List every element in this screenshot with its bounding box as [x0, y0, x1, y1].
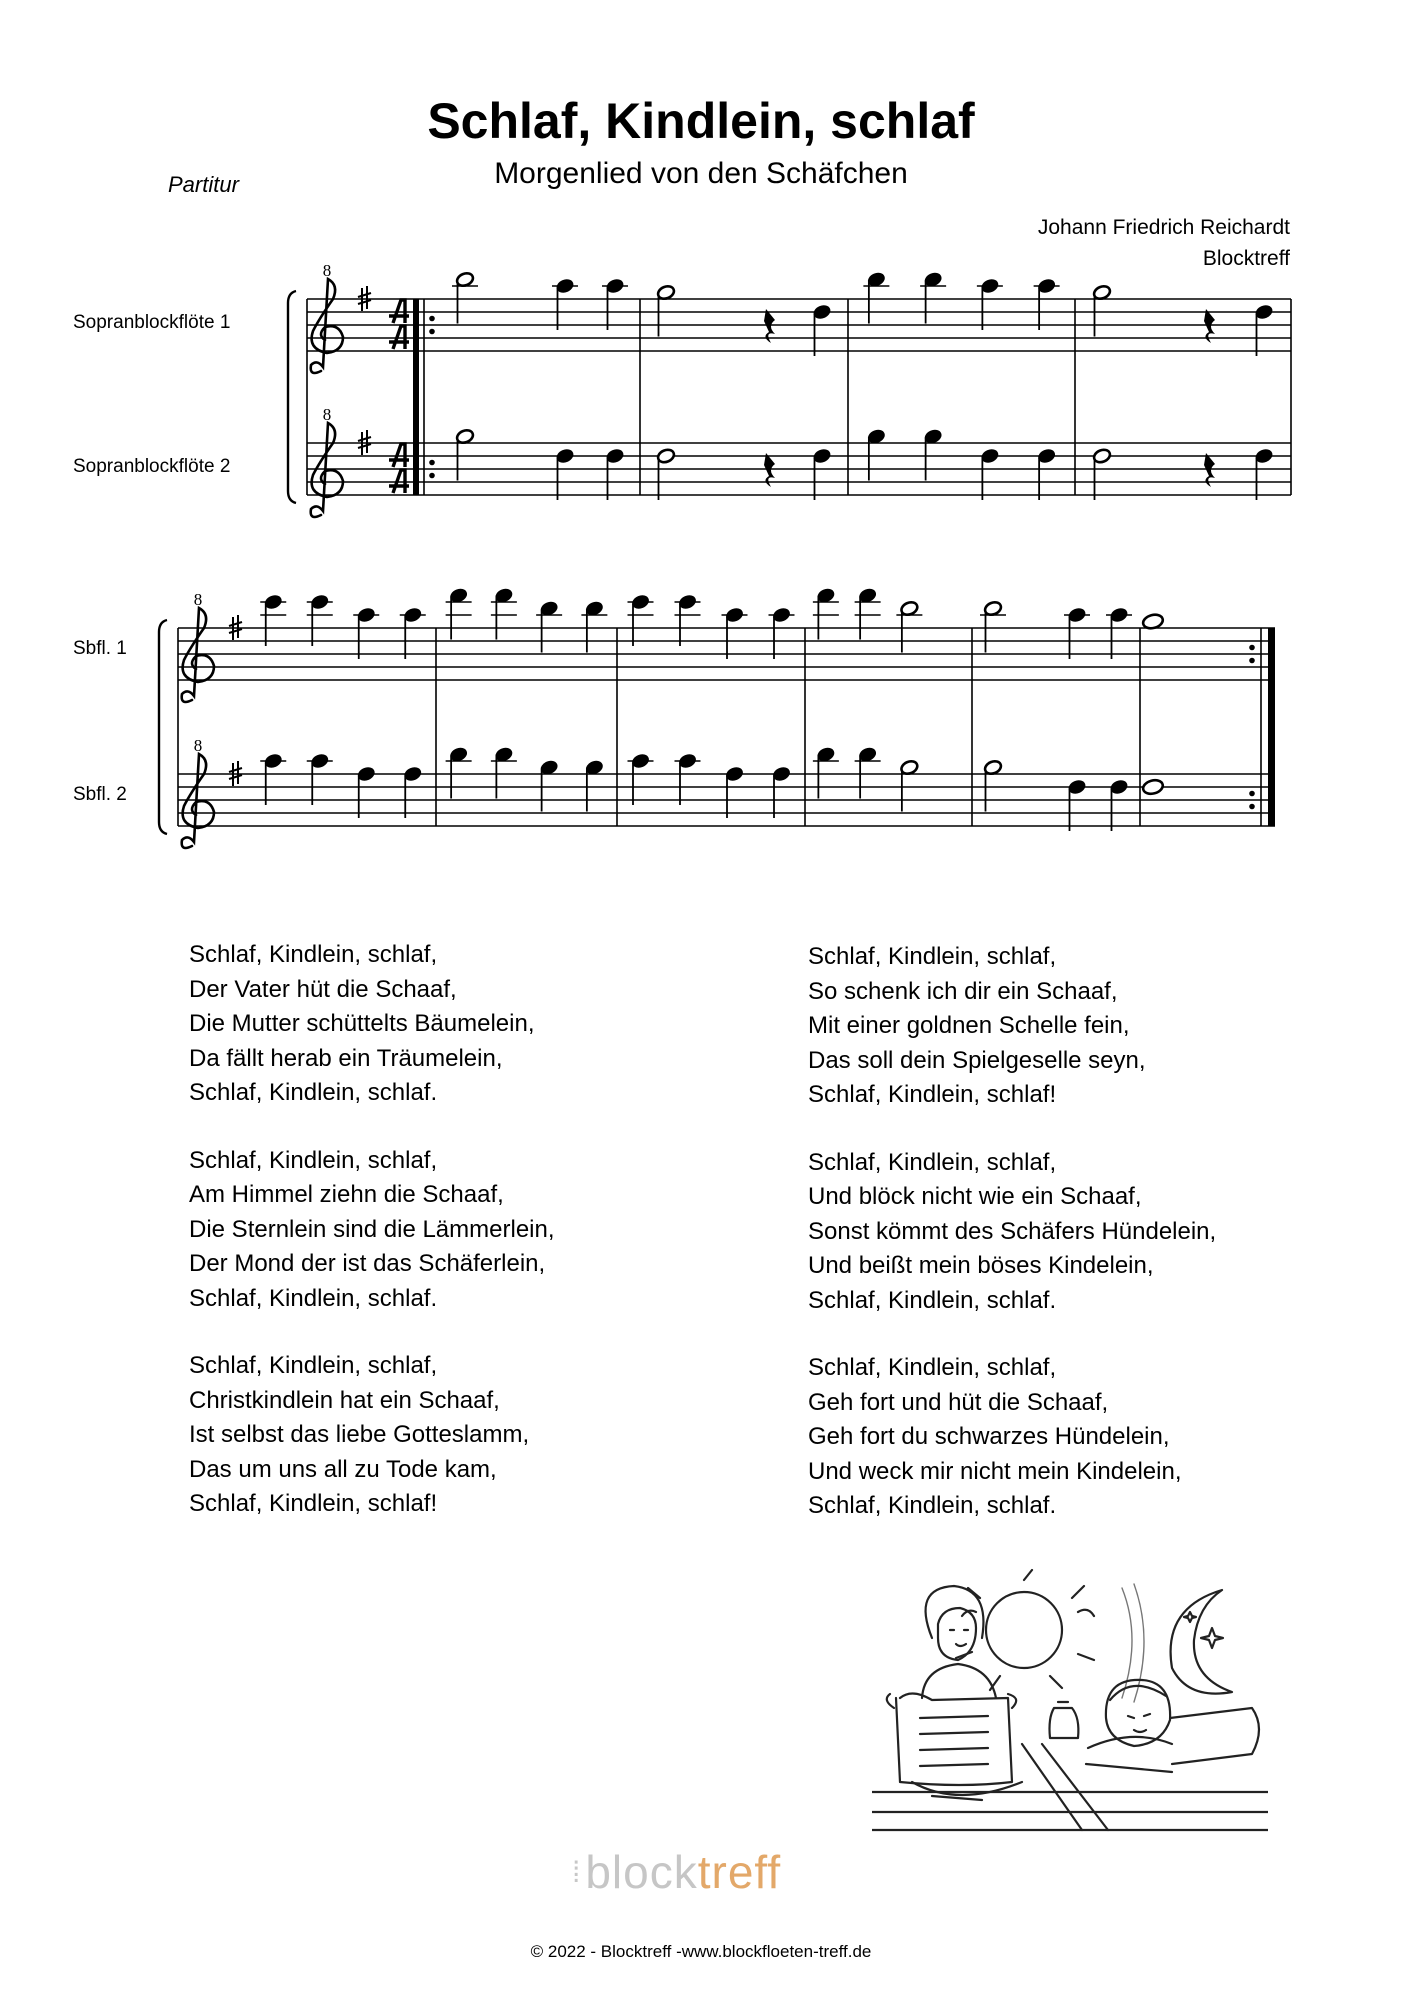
- lyric-line: Und weck mir nicht mein Kindelein,: [808, 1457, 1182, 1485]
- lyric-line: Der Vater hüt die Schaaf,: [189, 975, 457, 1003]
- footer-copyright: © 2022 - Blocktreff -www.blockfloeten-treff.de: [530, 1942, 872, 1961]
- lyric-line: Und beißt mein böses Kindelein,: [808, 1252, 1154, 1279]
- lyrics-column-left: [189, 938, 555, 1555]
- staff-label-sbfl-1: Sbfl. 1: [73, 638, 127, 659]
- blocktreff-logo: [572, 1845, 781, 1899]
- lyric-stanza: [808, 1146, 1216, 1319]
- staff-label-sbfl-2: Sbfl. 2: [73, 784, 127, 805]
- lyric-line: Schlaf, Kindlein, schlaf.: [808, 1492, 1057, 1519]
- lyric-line: Mit einer goldnen Schelle fein,: [808, 1012, 1130, 1039]
- star-icon: [1184, 1612, 1223, 1648]
- lyric-line: Schlaf, Kindlein, schlaf,: [808, 943, 1057, 970]
- lyric-line: Schlaf, Kindlein, schlaf,: [808, 1354, 1057, 1381]
- lyric-line: Das soll dein Spielgeselle seyn,: [808, 1046, 1146, 1074]
- lyric-stanza: [189, 1349, 555, 1522]
- lyric-line: Die Sternlein sind die Lämmerlein,: [189, 1215, 555, 1243]
- moon-icon: [1171, 1590, 1232, 1694]
- treble-clef: [182, 608, 214, 702]
- lyric-line: Schlaf, Kindlein, schlaf,: [808, 1148, 1057, 1176]
- lyrics-column-right: [808, 940, 1216, 1557]
- staff-label-recorder-2: Sopranblockflöte 2: [73, 456, 231, 477]
- repeat-end-thick-barline: [1268, 628, 1275, 826]
- system-bracket: [288, 291, 296, 503]
- lyric-line: Da fällt herab ein Träumelein,: [189, 1044, 503, 1072]
- composer-credit: Johann Friedrich Reichardt: [1037, 216, 1290, 239]
- octave-8-marker: 8: [193, 736, 203, 755]
- lyric-line: Christkindlein hat ein Schaaf,: [189, 1386, 500, 1414]
- treble-clef: [311, 279, 343, 373]
- system-bracket: [159, 620, 167, 834]
- lyric-line: Geh fort du schwarzes Hündelein,: [808, 1423, 1170, 1450]
- logo-word-treff: treff: [697, 1846, 782, 1898]
- logo-word-block: block: [585, 1846, 698, 1898]
- lyric-stanza: [808, 1351, 1216, 1524]
- lyric-stanza: [808, 940, 1216, 1113]
- lyric-line: Die Mutter schüttelts Bäumelein,: [189, 1010, 535, 1037]
- repeat-dot: [1249, 645, 1255, 651]
- repeat-dot: [1249, 804, 1255, 810]
- repeat-dot: [1249, 791, 1255, 797]
- lyric-line: Ist selbst das liebe Gotteslamm,: [189, 1421, 530, 1448]
- lyric-line: So schenk ich dir ein Schaaf,: [808, 977, 1118, 1005]
- lyric-line: Das um uns all zu Tode kam,: [189, 1455, 497, 1483]
- page-title: Schlaf, Kindlein, schlaf: [427, 93, 975, 149]
- arranger-credit: Blocktreff: [1202, 247, 1290, 270]
- repeat-dot: [429, 460, 435, 466]
- logo-dots-icon: ⁞: [572, 1856, 582, 1889]
- lyric-line: Schlaf, Kindlein, schlaf.: [189, 1079, 438, 1106]
- whole-note: [1142, 778, 1165, 796]
- repeat-dot: [1249, 658, 1255, 664]
- repeat-start-thick-barline: [413, 299, 419, 495]
- lyric-line: Schlaf, Kindlein, schlaf!: [189, 1490, 438, 1517]
- lyric-line: Am Himmel ziehn die Schaaf,: [189, 1181, 504, 1208]
- repeat-dot: [429, 473, 435, 479]
- lyric-line: Sonst kömmt des Schäfers Hündelein,: [808, 1217, 1217, 1245]
- score-type-label: Partitur: [168, 172, 239, 197]
- repeat-dot: [429, 329, 435, 335]
- lyric-line: Schlaf, Kindlein, schlaf,: [189, 1146, 438, 1174]
- lyric-stanza: [189, 1144, 555, 1317]
- lyric-line: Schlaf, Kindlein, schlaf!: [808, 1081, 1057, 1108]
- repeat-dot: [429, 316, 435, 322]
- octave-8-marker: 8: [193, 590, 203, 609]
- lyric-line: Der Mond der ist das Schäferlein,: [189, 1250, 546, 1277]
- lyric-line: Schlaf, Kindlein, schlaf,: [189, 941, 438, 968]
- lyric-line: Und blöck nicht wie ein Schaaf,: [808, 1183, 1142, 1210]
- staff-label-recorder-1: Sopranblockflöte 1: [73, 312, 231, 333]
- treble-clef: [311, 423, 343, 517]
- sheet-music: [0, 0, 1402, 900]
- treble-clef: [182, 754, 214, 848]
- lyric-line: Geh fort und hüt die Schaaf,: [808, 1388, 1109, 1416]
- octave-8-marker: 8: [322, 405, 332, 424]
- octave-8-marker: 8: [322, 261, 332, 280]
- children-sleeping-illustration: [872, 1568, 1268, 1832]
- lyric-line: Schlaf, Kindlein, schlaf.: [189, 1284, 438, 1312]
- page-subtitle: Morgenlied von den Schäfchen: [494, 157, 908, 190]
- lyric-line: Schlaf, Kindlein, schlaf,: [189, 1352, 438, 1379]
- lyric-stanza: [189, 938, 555, 1111]
- lyric-line: Schlaf, Kindlein, schlaf.: [808, 1286, 1057, 1314]
